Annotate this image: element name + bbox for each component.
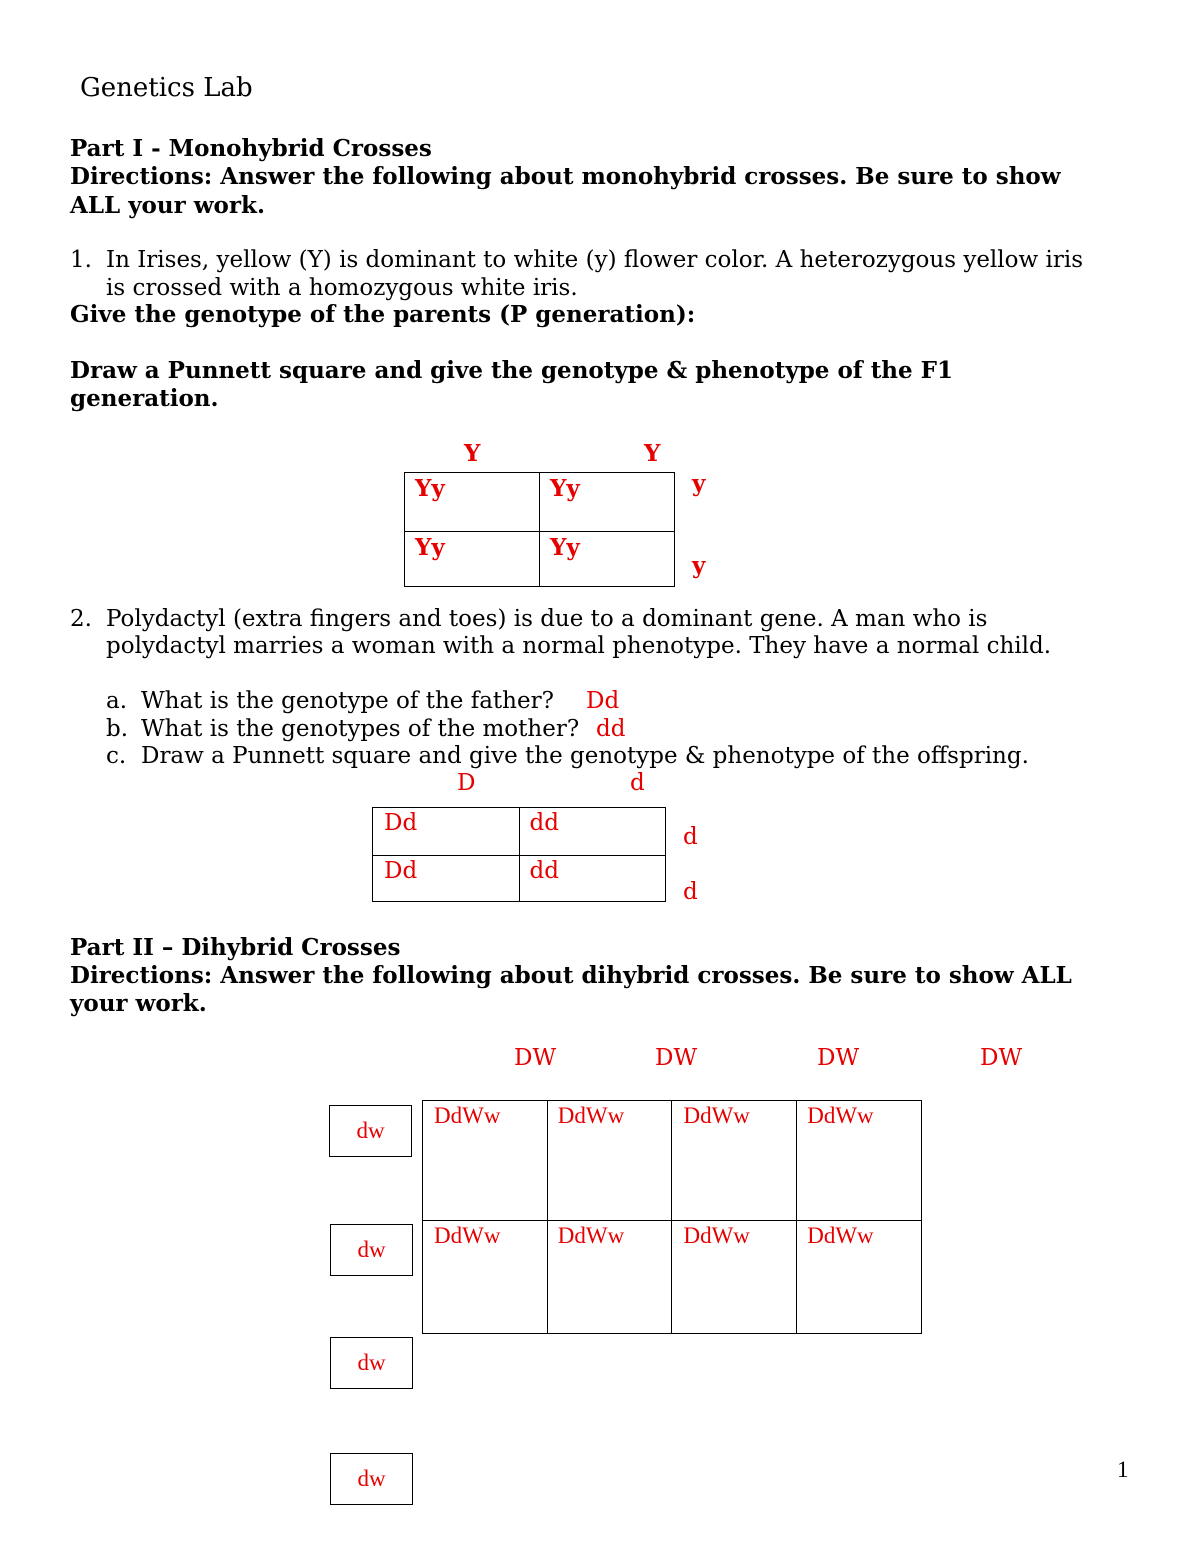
q2b-text: What is the genotypes of the mother? [141, 716, 580, 742]
q1-line1: In Irises, yellow (Y) is dominant to white (y) flower color. A heterozygous yellow iris [106, 247, 1083, 273]
q1-side-label: y [692, 470, 706, 497]
punnett-cell: DdWw [547, 1221, 672, 1334]
q1-line2: is crossed with a homozygous white iris. [106, 275, 578, 301]
q2a-answer: Dd [586, 688, 620, 714]
punnett-cell: DdWw [797, 1101, 922, 1221]
punnett-cell: DdWw [672, 1221, 797, 1334]
q2a-label: a. [106, 688, 128, 714]
part2-directions-line2: your work. [70, 990, 207, 1017]
q1-punnett-square [404, 472, 675, 587]
dihybrid-top-label: DW [514, 1045, 557, 1071]
dihybrid-side-label-box: dw [330, 1337, 413, 1389]
q2-side-label: d [683, 879, 698, 905]
q2-punnett-square [372, 807, 666, 902]
punnett-cell: dd [519, 808, 666, 856]
punnett-cell: Yy [405, 532, 540, 587]
dihybrid-punnett-square [422, 1100, 922, 1334]
part1-directions-line1: Directions: Answer the following about monohybrid crosses. Be sure to show [70, 163, 1061, 190]
q2c-text: Draw a Punnett square and give the genotype & phenotype of the offspring. [141, 743, 1029, 769]
punnett-cell: Dd [373, 856, 520, 902]
dihybrid-top-label: DW [655, 1045, 698, 1071]
q2b-answer: dd [596, 716, 626, 742]
q2-line2: polydactyl marries a woman with a normal phenotype. They have a normal child. [106, 633, 1052, 659]
dihybrid-side-label-box: dw [329, 1105, 412, 1157]
q2a-text: What is the genotype of the father? [141, 688, 554, 714]
q1-prompt-parents: Give the genotype of the parents (P generation): [70, 301, 696, 328]
dihybrid-top-label: DW [980, 1045, 1023, 1071]
dihybrid-side-label-box: dw [330, 1224, 413, 1276]
q2c-label: c. [106, 743, 127, 769]
q2b-label: b. [106, 716, 129, 742]
q2-top-label: D [457, 770, 476, 796]
part2-directions-line1: Directions: Answer the following about dihybrid crosses. Be sure to show ALL [70, 962, 1072, 989]
dihybrid-side-label-box: dw [330, 1453, 413, 1505]
q2-top-label: d [630, 770, 645, 796]
punnett-cell: dd [519, 856, 666, 902]
q2-line1: Polydactyl (extra fingers and toes) is due to a dominant gene. A man who is [106, 606, 988, 632]
q1-prompt-punnett-line2: generation. [70, 385, 219, 412]
punnett-cell: DdWw [423, 1221, 548, 1334]
page-title: Genetics Lab [80, 73, 253, 103]
dihybrid-top-label: DW [817, 1045, 860, 1071]
q1-top-label: Y [644, 440, 661, 467]
part1-heading: Part I - Monohybrid Crosses [70, 135, 432, 162]
q1-prompt-punnett-line1: Draw a Punnett square and give the genotype & phenotype of the F1 [70, 357, 954, 384]
punnett-cell: Yy [405, 473, 540, 532]
q2-side-label: d [683, 824, 698, 850]
q1-number: 1. [70, 247, 92, 273]
q1-side-label: y [692, 552, 706, 579]
punnett-cell: DdWw [797, 1221, 922, 1334]
q1-top-label: Y [464, 440, 481, 467]
part2-heading: Part II – Dihybrid Crosses [70, 934, 401, 961]
punnett-cell: DdWw [423, 1101, 548, 1221]
punnett-cell: DdWw [547, 1101, 672, 1221]
punnett-cell: DdWw [672, 1101, 797, 1221]
punnett-cell: Dd [373, 808, 520, 856]
punnett-cell: Yy [540, 532, 675, 587]
punnett-cell: Yy [540, 473, 675, 532]
page-number: 1 [1117, 1457, 1129, 1482]
q2-number: 2. [70, 606, 92, 632]
part1-directions-line2: ALL your work. [70, 192, 265, 219]
